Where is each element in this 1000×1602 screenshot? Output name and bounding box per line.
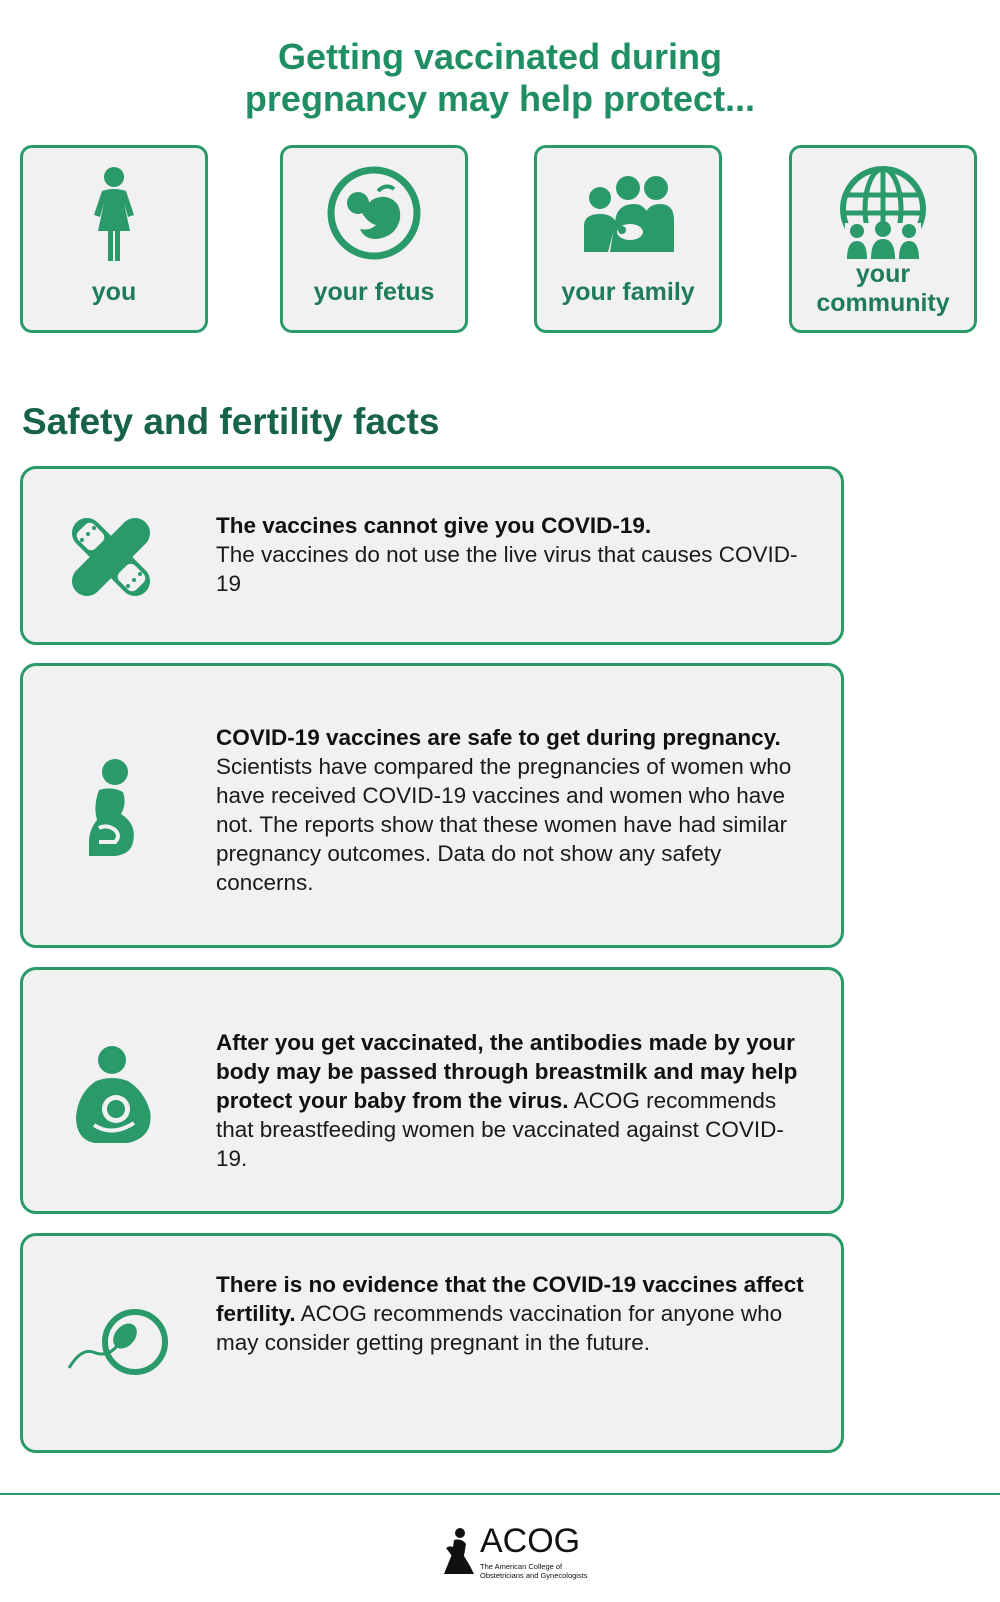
acog-emblem-icon [440,1526,476,1576]
family-icon [578,170,678,260]
fact-4-body: ACOG recommends vaccination for anyone who may consider getting pregnant in the future. [216,1301,783,1355]
tile-your-fetus-label: your fetus [313,278,435,306]
logo-subtitle [480,1562,600,1580]
tile-your-community-label-line-1: your [855,260,911,288]
fact-3-text [216,1028,813,1173]
fact-2-text [216,723,813,897]
pregnant-woman-icon [85,758,139,862]
acog-logo [440,1524,600,1586]
fact-card-vaccine-virus [20,466,844,645]
fact-card-pregnancy-safety [20,663,844,948]
headline-line-1: Getting vaccinated during [277,36,723,77]
fact-1-body: The vaccines do not use the live virus that causes COVID-19 [216,542,798,596]
fact-1-text [216,511,813,598]
sperm-egg-icon [63,1308,171,1380]
logo-subtitle-line-1: The American College of [480,1562,563,1571]
logo-wordmark: ACOG [480,1522,581,1560]
fetus-icon [326,165,422,261]
section-title: Safety and fertility facts [22,401,440,442]
logo-subtitle-line-2: Obstetricians and Gynecologists [480,1571,588,1580]
tile-your-community-label-line-2: community [816,289,950,317]
fact-2-bold: COVID-19 vaccines are safe to get during pregnancy. [216,725,781,750]
tile-your-family [534,145,722,333]
fact-card-fertility [20,1233,844,1453]
fact-2-body: Scientists have compared the pregnancies of women who have received COVID-19 vaccines and women who have not. The reports show that these women have had similar pregnancy outcomes. Data do not show any safety concerns. [216,754,792,895]
tile-you [20,145,208,333]
tile-your-fetus [280,145,468,333]
woman-icon [84,165,144,265]
tile-your-community-label [792,260,974,318]
headline-line-2: pregnancy may help protect... [244,78,756,119]
tile-your-community [789,145,977,333]
tile-your-family-label: your family [561,278,695,306]
bandage-icon [60,506,162,608]
globe-community-icon [835,165,931,261]
fact-3-body: ACOG recommends that breastfeeding women be vaccinated against COVID-19. [216,1088,784,1171]
fact-4-text [216,1270,813,1357]
fact-card-breastmilk-antibodies [20,967,844,1214]
fact-3-bold: After you get vaccinated, the antibodies made by your body may be passed through breastmilk and may help protect your baby from the virus. [216,1030,798,1113]
tile-you-label: you [91,278,137,306]
fact-4-bold: There is no evidence that the COVID-19 vaccines affect fertility. [216,1272,804,1326]
page-headline [0,36,1000,120]
breastfeeding-icon [72,1045,156,1149]
footer-divider [0,1493,1000,1495]
fact-1-bold: The vaccines cannot give you COVID-19. [216,513,652,538]
